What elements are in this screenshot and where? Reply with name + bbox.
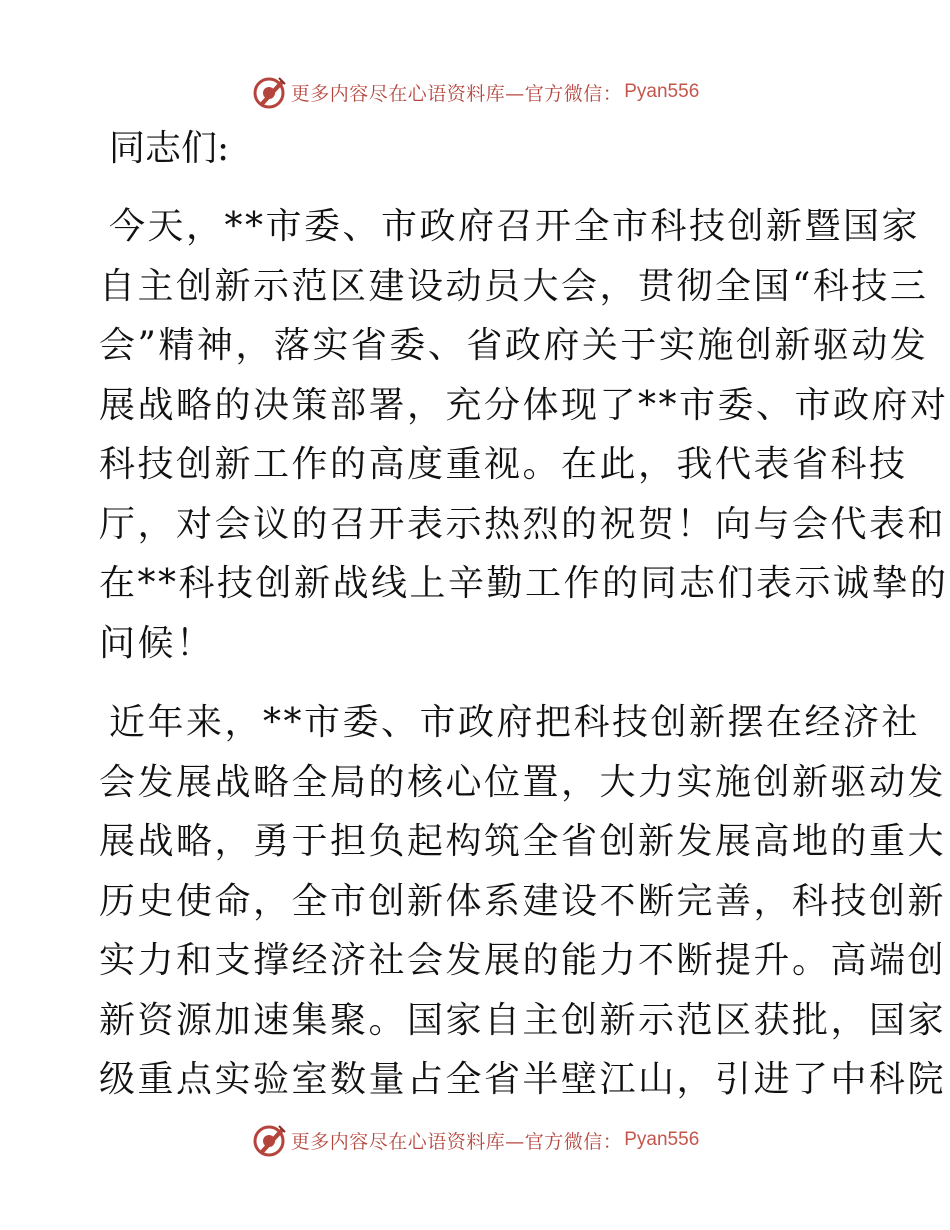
text-line: 在**科技创新战线上辛勤工作的同志们表示诚挚的	[99, 563, 949, 604]
watermark-footer	[0, 1120, 950, 1160]
text-line: 展战略，勇于担负起构筑全省创新发展高地的重大	[99, 821, 947, 862]
watermark-wechat-id: Pyan556	[624, 81, 700, 102]
paragraph-1	[99, 197, 949, 673]
salutation: 同志们:	[109, 128, 230, 169]
watermark-text: 更多内容尽在心语资料库—官方微信：	[290, 1130, 623, 1153]
text-line: 实力和支撑经济社会发展的能力不断提升。高端创	[99, 940, 947, 981]
watermark-header	[0, 72, 950, 112]
text-line: 会”精神，落实省委、省政府关于实施创新驱动发	[99, 325, 929, 366]
text-line: 自主创新示范区建设动员大会，贯彻全国“科技三	[99, 265, 929, 307]
pen-logo-icon	[251, 74, 287, 110]
text-line: 今天，**市委、市政府召开全市科技创新暨国家	[109, 206, 921, 247]
text-line: 科技创新工作的高度重视。在此，我代表省科技	[99, 444, 908, 485]
text-line: 历史使命，全市创新体系建设不断完善，科技创新	[99, 880, 947, 922]
pen-logo-icon	[251, 1122, 287, 1158]
document-body	[99, 120, 949, 1110]
watermark-wechat-id: Pyan556	[624, 1129, 700, 1150]
text-line: 会发展战略全局的核心位置，大力实施创新驱动发	[99, 761, 947, 803]
text-line: 展战略的决策部署，充分体现了**市委、市政府对	[99, 384, 949, 426]
text-line: 问候！	[99, 622, 215, 664]
text-line: 近年来，**市委、市政府把科技创新摆在经济社	[109, 702, 921, 743]
text-line: 新资源加速集聚。国家自主创新示范区获批，国家	[99, 999, 947, 1041]
watermark-text: 更多内容尽在心语资料库—官方微信：	[290, 82, 623, 105]
text-line: 厅，对会议的召开表示热烈的祝贺！向与会代表和	[99, 503, 947, 545]
text-line: 级重点实验室数量占全省半壁江山，引进了中科院	[99, 1059, 947, 1100]
paragraph-2	[99, 693, 947, 1110]
